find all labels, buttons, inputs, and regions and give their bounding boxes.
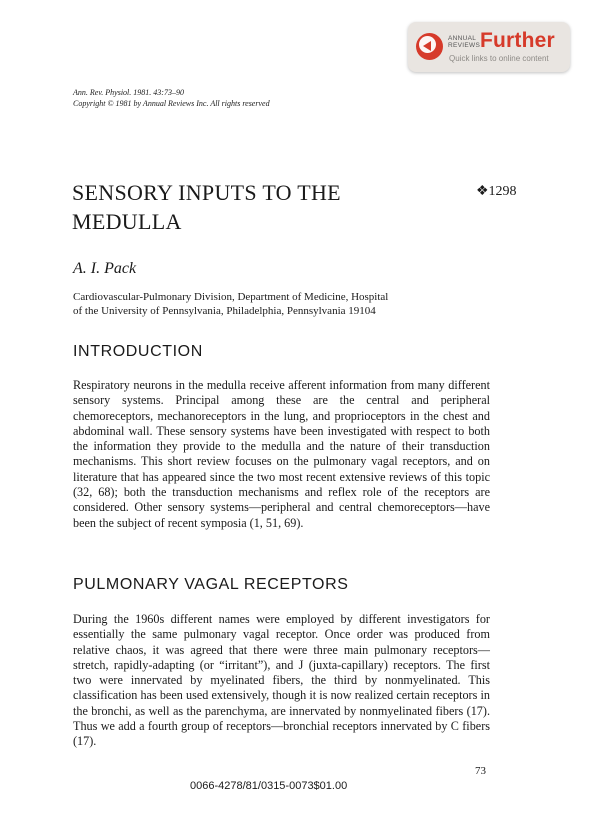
pulmonary-paragraph: During the 1960s different names were employed by different investigators for essentially the same pulmonary vagal receptor. Once order was produced from relative chaos, it was agreed that there were three main pulmonary receptors—stretch, rapidly-adapting (or “irritant”), and J (juxta-capillary) receptors. The first two were innervated by myelinated fibers, the third by nonmyelinated. This classification has been used extensively, though it is now realized certain receptors in the bronchi, as well as the parenchyma, are innervated by nonmyelinated fibers (17). Thus we add a fourth group of receptors—bronchial receptors innervated by C fibers (17). [73,612,490,749]
annual-reviews-further-badge[interactable] [408,22,570,72]
author-name: A. I. Pack [73,260,137,277]
arrow-left-circle-icon [416,33,443,60]
badge-publisher-label: ANNUAL REVIEWS [448,35,481,49]
page-number: 73 [475,765,486,777]
badge-subtitle: Quick links to online content [449,54,549,63]
section-heading-introduction: INTRODUCTION [73,343,203,360]
article-code: ❖1298 [476,184,517,199]
introduction-paragraph: Respiratory neurons in the medulla receive afferent information from many different sensory systems. Principal among these are the central and peripheral chemoreceptors, mechanoreceptors in the lung, and proprioceptors in the chest and abdominal wall. These sensory systems have been investigated with respect to both the information they provide to the medulla and the nature of their transduction mechanisms. This short review focuses on the pulmonary vagal receptors, and on literature that has appeared since the two most recent extensive reviews of this topic (32, 68); both the transduction mechanisms and reflex role of the receptors are considered. Other sensory systems—peripheral and central chemoreceptors—have been the subject of recent symposia (1, 51, 69). [73,378,490,530]
journal-citation [73,87,270,109]
author-affiliation: Cardiovascular-Pulmonary Division, Department of Medicine, Hospital of the University of Pennsylvania, Philadelphia, Pennsylvania 19104 [73,291,389,317]
badge-further-word: Further [480,29,555,52]
footer-code: 0066-4278/81/0315-0073$01.00 [190,780,348,792]
article-title: SENSORY INPUTS TO THE MEDULLA [72,180,341,234]
citation-line: Ann. Rev. Physiol. 1981. 43:73–90 [73,88,184,97]
section-heading-pulmonary-vagal-receptors: PULMONARY VAGAL RECEPTORS [73,576,349,593]
copyright-line: Copyright © 1981 by Annual Reviews Inc. All rights reserved [73,99,270,108]
